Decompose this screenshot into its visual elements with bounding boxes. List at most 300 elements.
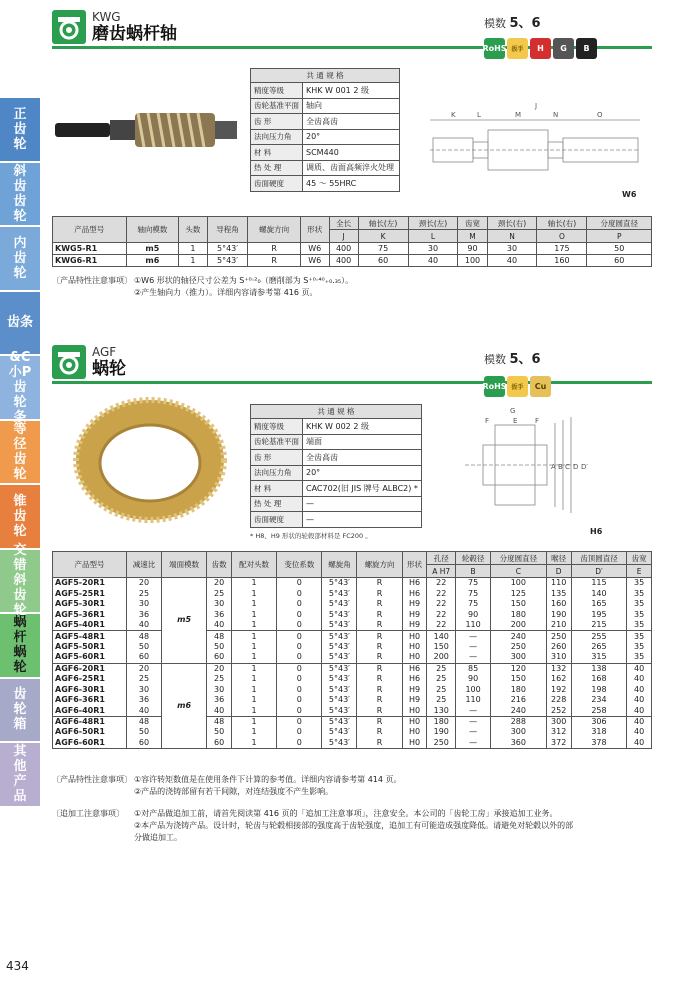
spec-row [251,496,422,512]
column-header: 配对头数 [231,552,276,578]
table-cell: 100 [456,684,491,695]
table-cell: 120 [491,663,547,674]
table-cell: 35 [627,652,652,663]
table-cell: 40 [627,727,652,738]
table-cell: 25 [127,588,162,599]
column-header: 螺旋方向 [357,552,402,578]
table-cell: AGF6-60R1 [53,738,127,749]
table-cell: 5°43′ [322,716,357,727]
table-cell: 400 [329,255,358,267]
table-cell: 60 [127,738,162,749]
table-cell: 288 [491,716,547,727]
worm-wheel-photo [70,395,230,525]
spec-key: 齿轮基准平面 [251,98,303,114]
table-cell: 40 [627,684,652,695]
table-cell: 30 [207,599,232,610]
table-cell: 35 [627,599,652,610]
table-cell: R [248,243,301,255]
table-cell: 1 [231,578,276,589]
column-header: 端面模数 [161,552,206,578]
table-cell: 1 [231,642,276,653]
table-cell: 150 [491,674,547,685]
table-row [53,588,652,599]
sidebar-item[interactable]: 齿条 [0,292,40,357]
sidebar-item[interactable]: 锥 齿 轮 [0,485,40,550]
divider [52,381,652,384]
table-cell: 1 [231,610,276,621]
table-cell: 40 [627,716,652,727]
spec-row [251,176,400,192]
sidebar [0,98,40,808]
svg-text:N: N [553,111,559,119]
column-header: 轴长(右) [537,217,587,230]
table-cell: 75 [456,588,491,599]
table-cell: m5 [126,243,179,255]
table-cell: — [456,631,491,642]
table-cell: 0 [277,716,322,727]
table-row [53,663,652,674]
table-cell: 318 [571,727,627,738]
spec-key: 齿面硬度 [251,176,303,192]
sidebar-item[interactable]: &C 小P 齿 轮 条 [0,356,40,421]
table-row [53,706,652,717]
table-cell: 60 [587,255,652,267]
spec-row [251,83,400,99]
table-cell: 1 [231,684,276,695]
table-cell: 36 [207,695,232,706]
table-cell: 30 [127,599,162,610]
table-cell: 35 [627,620,652,631]
table-cell: 20 [207,578,232,589]
table-cell: 5°43′ [207,255,248,267]
table-row [53,727,652,738]
table-cell: AGF6-30R1 [53,684,127,695]
spec-value: KHK W 001 2 级 [303,83,400,99]
table-cell: 0 [277,706,322,717]
table-cell: R [357,599,402,610]
table-row [53,578,652,589]
table-cell: 0 [277,588,322,599]
table-cell: 228 [546,695,571,706]
sidebar-item[interactable]: 齿 轮 箱 [0,679,40,744]
table-cell: AGF5-48R1 [53,631,127,642]
badge-icon: 扳手 [507,376,528,397]
table-cell: 258 [571,706,627,717]
spec-row [251,129,400,145]
table-cell: 25 [427,663,456,674]
table-cell: 372 [546,738,571,749]
table-cell: 265 [571,642,627,653]
table-cell: 35 [627,578,652,589]
table-cell: 40 [127,620,162,631]
column-header: 头数 [179,217,208,243]
table-cell: 100 [458,255,487,267]
table-cell: 250 [427,738,456,749]
table-cell: 0 [277,663,322,674]
table-cell: 1 [231,674,276,685]
table-cell: 210 [546,620,571,631]
table-cell: 50 [127,642,162,653]
table-cell: 50 [207,642,232,653]
table-cell: 140 [427,631,456,642]
table-cell: 20 [127,578,162,589]
table-cell: 40 [627,663,652,674]
table-cell: 5°43′ [322,727,357,738]
table-cell: 48 [207,716,232,727]
table-cell: 378 [571,738,627,749]
spec-value: 调质、齿面高频淬火处理 [303,160,400,176]
kwg-product-table [52,216,652,267]
kwg-badges [484,38,597,59]
spec-row [251,434,422,450]
table-cell: 110 [456,695,491,706]
table-cell: H0 [402,716,427,727]
table-cell: 40 [627,674,652,685]
table-cell: KWG6-R1 [53,255,127,267]
table-cell: 50 [127,727,162,738]
spec-key: 材 料 [251,145,303,161]
table-cell: — [456,642,491,653]
table-cell: 5°43′ [322,610,357,621]
table-cell: 250 [491,642,547,653]
table-cell: H6 [402,663,427,674]
table-cell: H9 [402,610,427,621]
table-cell: 90 [456,610,491,621]
kwg-module: 模数 5、6 [484,16,541,31]
table-cell: 125 [491,588,547,599]
table-cell: 180 [491,610,547,621]
table-cell: 25 [207,588,232,599]
table-cell: 40 [207,620,232,631]
table-cell: AGF5-40R1 [53,620,127,631]
table-cell: 40 [487,255,537,267]
table-cell: 50 [207,727,232,738]
sidebar-item[interactable]: 斜 齿 齿 轮 [0,163,40,228]
spec-key: 齿 形 [251,114,303,130]
spec-key: 热 处 理 [251,496,303,512]
table-cell: H6 [402,674,427,685]
table-cell: 5°43′ [322,684,357,695]
table-cell: AGF6-25R1 [53,674,127,685]
table-cell: 1 [231,588,276,599]
table-cell: 0 [277,610,322,621]
table-cell: 5°43′ [322,631,357,642]
table-cell: 0 [277,738,322,749]
column-subheader: K [358,230,408,243]
agf-spec-footnote: * H8、H9 形状的轮毂部材料是 FC200 。 [250,532,372,540]
table-cell: 0 [277,631,322,642]
spec-key: 精度等级 [251,419,303,435]
column-subheader: L [408,230,458,243]
table-cell: 216 [491,695,547,706]
spec-value: — [303,496,422,512]
column-subheader: B [456,565,491,578]
column-header: 螺旋角 [322,552,357,578]
column-header: 产品型号 [53,552,127,578]
table-cell: R [357,674,402,685]
table-cell: AGF5-30R1 [53,599,127,610]
table-cell: R [357,588,402,599]
table-cell: H6 [402,588,427,599]
sidebar-item[interactable]: 等 径 齿 轮 [0,421,40,486]
svg-text:B: B [558,463,563,471]
table-cell: 0 [277,620,322,631]
table-row [53,642,652,653]
column-subheader: E [627,565,652,578]
table-cell: 36 [207,610,232,621]
kwg-notes: 〔产品特性注意事项〕 ①W6 形状的轴径尺寸公差为 S⁺⁰·²₀（磨削部为 S⁺⁰·⁴⁰₊₀.₃₅）。 ②产生轴向力（推力）。详细内容请参考第 416 页。 [52,276,354,297]
column-header: 减速比 [127,552,162,578]
table-row [53,684,652,695]
table-cell: 22 [427,578,456,589]
table-cell: R [357,706,402,717]
spec-row [251,160,400,176]
table-cell: m6 [126,255,179,267]
table-cell: 138 [571,663,627,674]
table-cell: 75 [456,599,491,610]
column-subheader: A H7 [427,565,456,578]
column-header: 喉径 [546,552,571,565]
spec-row [251,512,422,528]
table-cell: 198 [571,684,627,695]
spec-key: 法向压力角 [251,465,303,481]
table-cell: 0 [277,642,322,653]
worm-shaft-photo [50,95,240,165]
table-cell: 260 [546,642,571,653]
table-cell: 40 [627,706,652,717]
table-row [53,599,652,610]
table-cell: 130 [427,706,456,717]
table-cell: 115 [571,578,627,589]
table-cell: — [456,738,491,749]
svg-text:C: C [565,463,570,471]
spec-value: KHK W 002 2 级 [303,419,422,435]
svg-text:M: M [515,111,522,119]
column-header: 分度圆直径 [587,217,652,230]
table-row [53,631,652,642]
column-subheader: D [546,565,571,578]
table-cell: 85 [456,663,491,674]
table-cell: 25 [427,684,456,695]
agf-code: AGF [92,344,117,359]
table-cell: 240 [491,631,547,642]
table-cell: 0 [277,578,322,589]
table-cell: 135 [546,588,571,599]
badge-icon: G [553,38,574,59]
table-cell: 300 [491,727,547,738]
table-cell: H0 [402,631,427,642]
table-cell: 0 [277,684,322,695]
table-cell: 25 [427,674,456,685]
table-cell: 40 [408,255,458,267]
table-cell: 5°43′ [322,706,357,717]
table-cell: 400 [329,243,358,255]
table-cell: 1 [231,706,276,717]
spec-value: 端面 [303,434,422,450]
page-number: 434 [6,959,29,973]
column-subheader: C [491,565,547,578]
table-cell: 1 [231,695,276,706]
table-cell: 250 [546,631,571,642]
sidebar-item[interactable]: 内 齿 轮 [0,227,40,292]
table-cell: AGF5-36R1 [53,610,127,621]
table-cell: AGF5-50R1 [53,642,127,653]
table-cell: AGF5-25R1 [53,588,127,599]
badge-icon: RoHS [484,38,505,59]
agf-notes: 〔产品特性注意事项〕 ①容许转矩数值是在使用条件下计算的参考值。详细内容请参考第 414 页。 ②产品的浇铸部留有若干间隙，对连结强度不产生影响。 [52,775,402,796]
table-cell: 22 [427,599,456,610]
column-header: 分度圆直径 [491,552,547,565]
table-cell: AGF6-40R1 [53,706,127,717]
agf-spec-table: 共 通 规 格 精度等级 KHK W 002 2 级 齿轮基准平面 端面 齿 形 全齿高齿 法向压力角 20° 材 料 CAC702(旧 JIS 牌号 ALBC2) * 热 处 理 — 齿面硬度 — [250,404,422,528]
table-row [53,610,652,621]
agf-header [52,345,126,379]
table-cell: 30 [207,684,232,695]
table-cell: 1 [231,620,276,631]
column-subheader: P [587,230,652,243]
column-subheader: O [537,230,587,243]
badge-icon: RoHS [484,376,505,397]
kwg-spec-table: 共 通 规 格 精度等级 KHK W 001 2 级 齿轮基准平面 轴向 齿 形 全齿高齿 法向压力角 20° 材 料 SCM440 热 处 理 调质、齿面高频淬火处理 齿面硬度 45 ～ 55HRC [250,68,400,192]
svg-text:O: O [597,111,603,119]
table-cell: 312 [546,727,571,738]
column-subheader: D′ [571,565,627,578]
table-row [53,255,652,267]
sidebar-item[interactable]: 正 齿 轮 [0,98,40,163]
svg-text:D′: D′ [581,463,588,471]
table-cell: 5°43′ [207,243,248,255]
spec-key: 材 料 [251,481,303,497]
column-header: 齿数 [207,552,232,578]
table-cell: AGF5-60R1 [53,652,127,663]
table-row [53,652,652,663]
column-header: 齿宽 [458,217,487,230]
sidebar-item[interactable]: 其 他 产 品 [0,743,40,808]
spec-value: CAC702(旧 JIS 牌号 ALBC2) * [303,481,422,497]
sidebar-item[interactable]: 交 错 斜 齿 轮 [0,550,40,615]
agf-additional-notes: 〔追加工注意事项〕 ①对产品做追加工前，请首先阅读第 416 页的「追加工注意事项」，注意安全。本公司的「齿轮工房」承接追加工业务。 ②本产品为浇铸产品。设计时，轮齿与轮毂相接部的强度高于齿轮强度，追加工有可能造成强度降低。请避免对轮毂以外的部 分做追加工。 [52,809,574,842]
table-cell: 48 [207,631,232,642]
table-cell: R [357,663,402,674]
spec-row [251,98,400,114]
table-cell: H9 [402,695,427,706]
table-row [53,620,652,631]
column-header: 轮毂径 [456,552,491,565]
table-cell: 1 [231,631,276,642]
table-cell: 150 [491,599,547,610]
table-cell: 215 [571,620,627,631]
column-header: 颈长(左) [408,217,458,230]
table-cell: 0 [277,695,322,706]
table-cell: 190 [546,610,571,621]
column-header: 形状 [402,552,427,578]
svg-text:K: K [451,111,456,119]
spec-key: 齿 形 [251,450,303,466]
table-cell: 40 [207,706,232,717]
table-cell: 180 [491,684,547,695]
table-cell: 5°43′ [322,620,357,631]
spec-row [251,145,400,161]
badge-icon: B [576,38,597,59]
badge-icon: 扳手 [507,38,528,59]
table-cell: 60 [207,738,232,749]
table-cell: 5°43′ [322,652,357,663]
table-cell: 5°43′ [322,578,357,589]
table-cell: 60 [358,255,408,267]
table-cell: 360 [491,738,547,749]
table-cell: KWG5-R1 [53,243,127,255]
svg-text:F: F [535,417,540,425]
table-cell: 36 [127,610,162,621]
table-cell: 200 [427,652,456,663]
agf-title: 蜗轮 [92,358,126,379]
table-cell: 110 [456,620,491,631]
table-cell: 0 [277,652,322,663]
table-cell: — [456,652,491,663]
table-cell: 30 [487,243,537,255]
column-header: 齿宽 [627,552,652,565]
table-cell: 35 [627,642,652,653]
table-cell: 50 [587,243,652,255]
table-cell: 315 [571,652,627,663]
sidebar-item[interactable]: 蜗 杆 蜗 轮 [0,614,40,679]
table-cell: 40 [127,706,162,717]
table-cell: 5°43′ [322,738,357,749]
table-cell: 5°43′ [322,695,357,706]
table-cell: AGF6-48R1 [53,716,127,727]
table-cell: 30 [127,684,162,695]
table-cell: 35 [627,588,652,599]
column-header: 导程角 [207,217,248,243]
spec-row [251,419,422,435]
table-cell: 252 [546,706,571,717]
table-cell: 25 [427,695,456,706]
table-row [53,674,652,685]
module-cell: m5 [161,578,206,664]
spec-key: 热 处 理 [251,160,303,176]
table-cell: R [357,652,402,663]
table-cell: R [357,727,402,738]
gear-logo-icon [52,10,86,44]
table-cell: 1 [231,738,276,749]
table-cell: 175 [537,243,587,255]
kwg-dimension-drawing [425,100,645,195]
table-cell: 200 [491,620,547,631]
table-cell: 40 [627,738,652,749]
table-cell: 30 [408,243,458,255]
table-cell: 0 [277,599,322,610]
table-cell: 40 [627,695,652,706]
column-header: 产品型号 [53,217,127,243]
table-cell: 140 [571,588,627,599]
agf-product-table [52,551,652,749]
table-cell: AGF6-50R1 [53,727,127,738]
table-cell: 60 [127,652,162,663]
spec-value: 20° [303,465,422,481]
table-cell: AGF5-20R1 [53,578,127,589]
badge-icon: H [530,38,551,59]
table-cell: 22 [427,610,456,621]
table-cell: — [456,727,491,738]
table-cell: R [357,695,402,706]
svg-text:F: F [485,417,490,425]
table-cell: 110 [546,578,571,589]
table-cell: W6 [300,255,329,267]
table-cell: 180 [427,716,456,727]
table-cell: 35 [627,631,652,642]
table-cell: H9 [402,599,427,610]
table-cell: 195 [571,610,627,621]
